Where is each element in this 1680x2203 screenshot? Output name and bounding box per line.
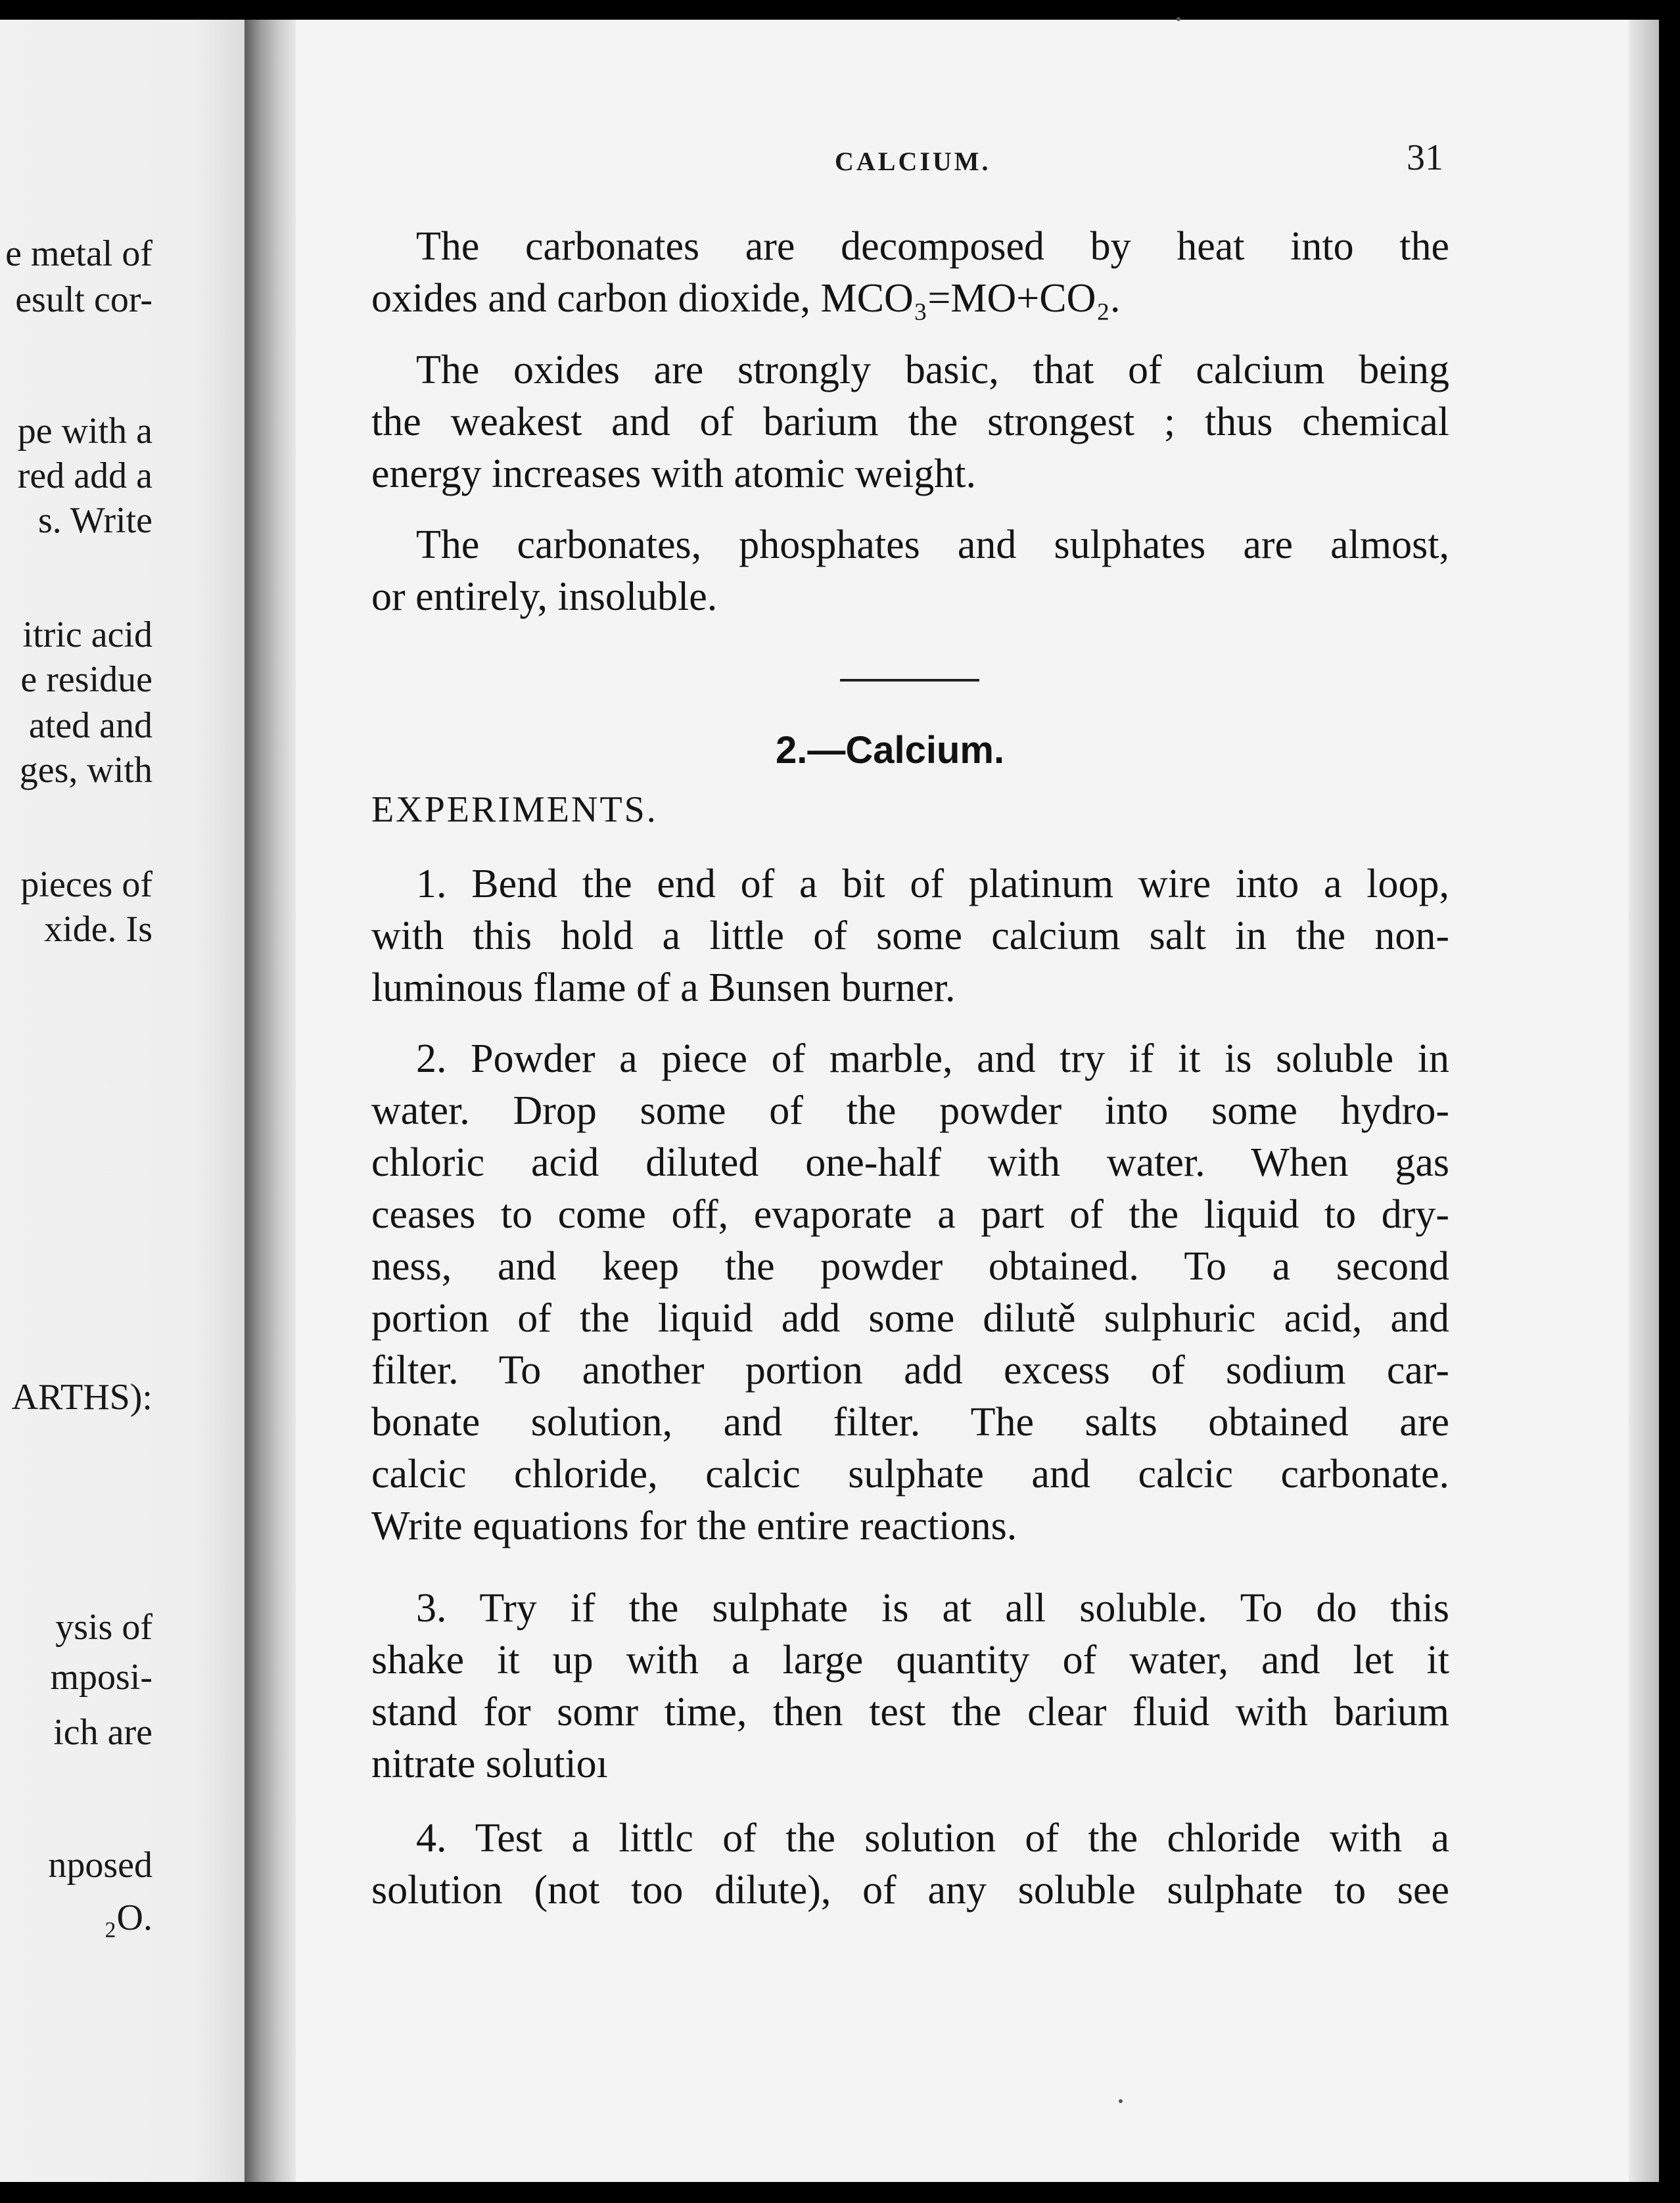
left-page-line: itric acid — [22, 615, 152, 655]
left-page-line: ated and — [28, 705, 152, 746]
text-line: chloric acid diluted one-half with water. When gas — [371, 1140, 1449, 1185]
experiment-3 — [371, 1583, 1449, 1790]
text-line: 4. Test a littlc of the solution of the chloride with a — [416, 1816, 1449, 1861]
text-line: 1. Bend the end of a bit of platinum wire into a loop, — [416, 862, 1449, 906]
experiment-2 — [371, 1033, 1449, 1552]
text-line: the weakest and of barium the strongest ; thus chemical — [371, 400, 1449, 444]
left-page-line: mposi- — [50, 1657, 152, 1698]
experiment-4 — [371, 1813, 1449, 1916]
book-gutter-shadow — [245, 20, 296, 2182]
text-line: with this hold a little of some calcium salt in the non- — [371, 914, 1449, 958]
section-heading: 2.—Calcium. — [776, 729, 1005, 772]
page-number: 31 — [1407, 137, 1443, 178]
left-page-line: esult cor- — [15, 279, 152, 320]
left-page-line: pe with a — [17, 411, 152, 452]
text-line: ness, and keep the powder obtained. To a second — [371, 1244, 1449, 1289]
text-line: 2. Powder a piece of marble, and try if it is soluble in — [416, 1036, 1449, 1081]
scan-speck — [1177, 17, 1180, 21]
left-page-line: ARTHS): — [11, 1377, 152, 1418]
left-page-line: ₂O. — [104, 1897, 152, 1938]
intro-paragraph-3 — [371, 519, 1449, 623]
text-line: or entirely, insoluble. — [371, 574, 718, 619]
left-facing-page — [0, 20, 245, 2182]
running-title: CALCIUM. — [835, 147, 991, 176]
text-line: The carbonates are decomposed by heat into the — [416, 224, 1449, 269]
left-page-line: s. Write — [37, 500, 152, 541]
text-line: filter. To another portion add excess of sodium car- — [371, 1348, 1449, 1393]
intro-paragraph-1 — [371, 221, 1449, 325]
left-page-line: ges, with — [19, 750, 152, 791]
text-line: calcic chloride, calcic sulphate and calcic carbonate. — [371, 1452, 1449, 1496]
experiment-1 — [371, 858, 1449, 1014]
left-page-line: ich are — [53, 1712, 152, 1753]
text-line: water. Drop some of the powder into some hydro- — [371, 1088, 1449, 1133]
page-edge-shadow — [1629, 20, 1659, 2182]
left-page-line: pieces of — [20, 864, 152, 905]
text-line: bonate solution, and filter. The salts obtained are — [371, 1400, 1449, 1445]
left-page-line: ysis of — [55, 1607, 152, 1648]
section-divider-rule — [840, 679, 979, 682]
intro-paragraph-2 — [371, 344, 1449, 500]
text-line: oxides and carbon dioxide, MCO₃=MO+CO₂. — [371, 276, 1121, 321]
left-page-line: red add a — [17, 455, 152, 496]
text-line: energy increases with atomic weight. — [371, 452, 976, 496]
text-line: The carbonates, phosphates and sulphates are almost, — [416, 522, 1449, 567]
scan-speck — [1119, 2099, 1123, 2103]
text-line: shake it up with a large quantity of water, and let it — [371, 1638, 1449, 1682]
text-line: The oxides are strongly basic, that of calcium being — [416, 348, 1449, 392]
text-line: 3. Try if the sulphate is at all soluble. To do this — [416, 1586, 1449, 1631]
text-line: Write equations for the entire reactions. — [371, 1504, 1017, 1548]
left-page-line: nposed — [48, 1845, 152, 1886]
left-page-line: e residue — [20, 659, 152, 700]
text-line: portion of the liquid add some dilutě sulphuric acid, and — [371, 1296, 1449, 1341]
text-line: solution (not too dilute), of any soluble sulphate to see — [371, 1868, 1449, 1913]
text-line: ceases to come off, evaporate a part of the liquid to dry- — [371, 1192, 1449, 1237]
text-line: nitrate solutioı — [371, 1742, 608, 1786]
text-line: luminous flame of a Bunsen burner. — [371, 965, 956, 1010]
experiments-subheading: EXPERIMENTS. — [371, 789, 658, 830]
left-page-line: e metal of — [5, 233, 152, 274]
text-line: stand for somr time, then test the clear fluid with barium — [371, 1690, 1449, 1734]
left-page-line: xide. Is — [44, 909, 152, 950]
